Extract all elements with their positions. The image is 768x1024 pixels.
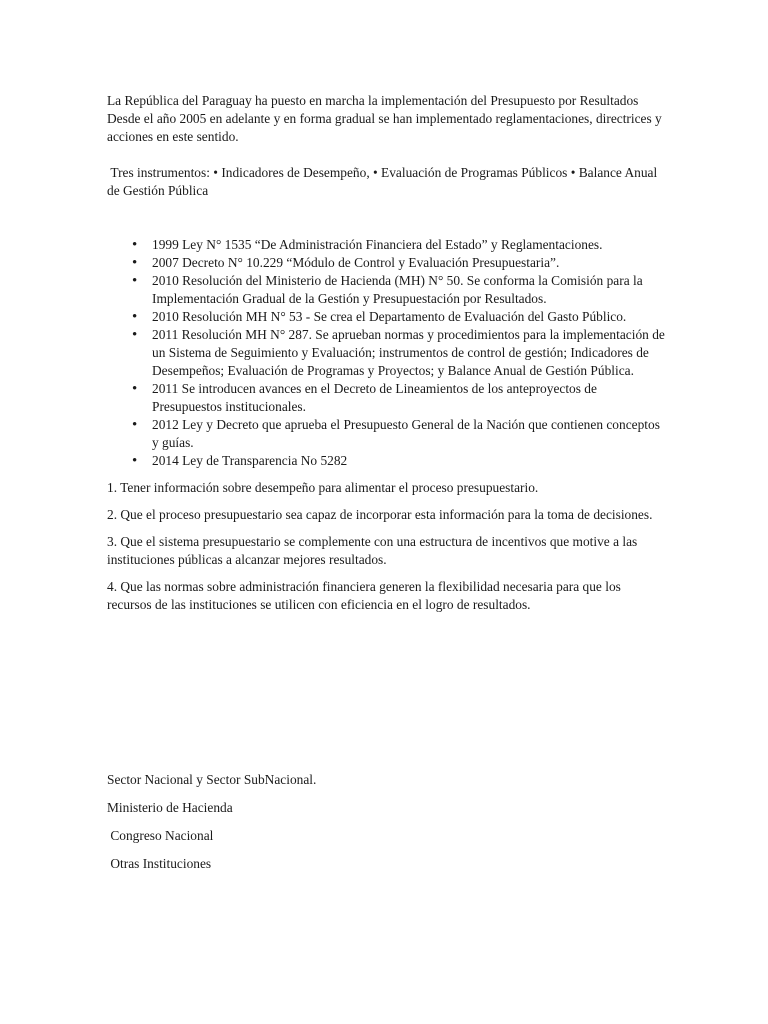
list-item: • 2011 Resolución MH N° 287. Se aprueban normas y procedimientos para la implementación de un Sistema de Seguimiento y Evaluación; instrumentos de control de gestión; Indicadores de Desempeños; Evaluación de Programas y Proyectos; y Balance Anual de Gestión Pública. <box>152 326 667 380</box>
objective-item: 1. Tener información sobre desempeño para alimentar el proceso presupuestario. <box>107 480 539 495</box>
actor-item: Sector Nacional y Sector SubNacional. <box>107 772 317 787</box>
objective-item: 2. Que el proceso presupuestario sea capaz de incorporar esta información para la toma de decisiones. <box>107 507 653 522</box>
list-item: • 2012 Ley y Decreto que aprueba el Presupuesto General de la Nación que contienen conceptos y guías. <box>152 416 667 452</box>
list-item: • 2010 Resolución MH N° 53 - Se crea el Departamento de Evaluación del Gasto Público. <box>152 308 667 326</box>
actors-list <box>107 771 667 883</box>
objectives-list <box>107 479 667 614</box>
objective-item: 3. Que el sistema presupuestario se complemente con una estructura de incentivos que motive a las instituciones públicas a alcanzar mejores resultados. <box>107 534 638 567</box>
list-item: • 2007 Decreto N° 10.229 “Módulo de Control y Evaluación Presupuestaria”. <box>152 254 667 272</box>
actor-item: Ministerio de Hacienda <box>107 800 233 815</box>
list-item: • 2014 Ley de Transparencia No 5282 <box>152 452 667 470</box>
document-body <box>107 92 667 623</box>
list-item: • 2010 Resolución del Ministerio de Hacienda (MH) N° 50. Se conforma la Comisión para la Implementación Gradual de la Gestión y Presupuestación por Resultados. <box>152 272 667 308</box>
objective-item: 4. Que las normas sobre administración financiera generen la flexibilidad necesaria para que los recursos de las instituciones se utilicen con eficiencia en el logro de resultados. <box>107 579 621 612</box>
intro-paragraph: La República del Paraguay ha puesto en marcha la implementación del Presupuesto por Resultados Desde el año 2005 en adelante y en forma gradual se han implementado reglamentaciones, directrices y acciones en este sentido. <box>107 93 662 144</box>
list-item: • 1999 Ley N° 1535 “De Administración Financiera del Estado” y Reglamentaciones. <box>152 236 667 254</box>
actor-item: Congreso Nacional <box>107 828 214 843</box>
list-item: • 2011 Se introducen avances en el Decreto de Lineamientos de los anteproyectos de Presupuestos institucionales. <box>152 380 667 416</box>
instruments-paragraph: Tres instrumentos: • Indicadores de Desempeño, • Evaluación de Programas Públicos • Balance Anual de Gestión Pública <box>107 165 661 198</box>
laws-list <box>107 236 667 470</box>
actor-item: Otras Instituciones <box>107 856 212 871</box>
